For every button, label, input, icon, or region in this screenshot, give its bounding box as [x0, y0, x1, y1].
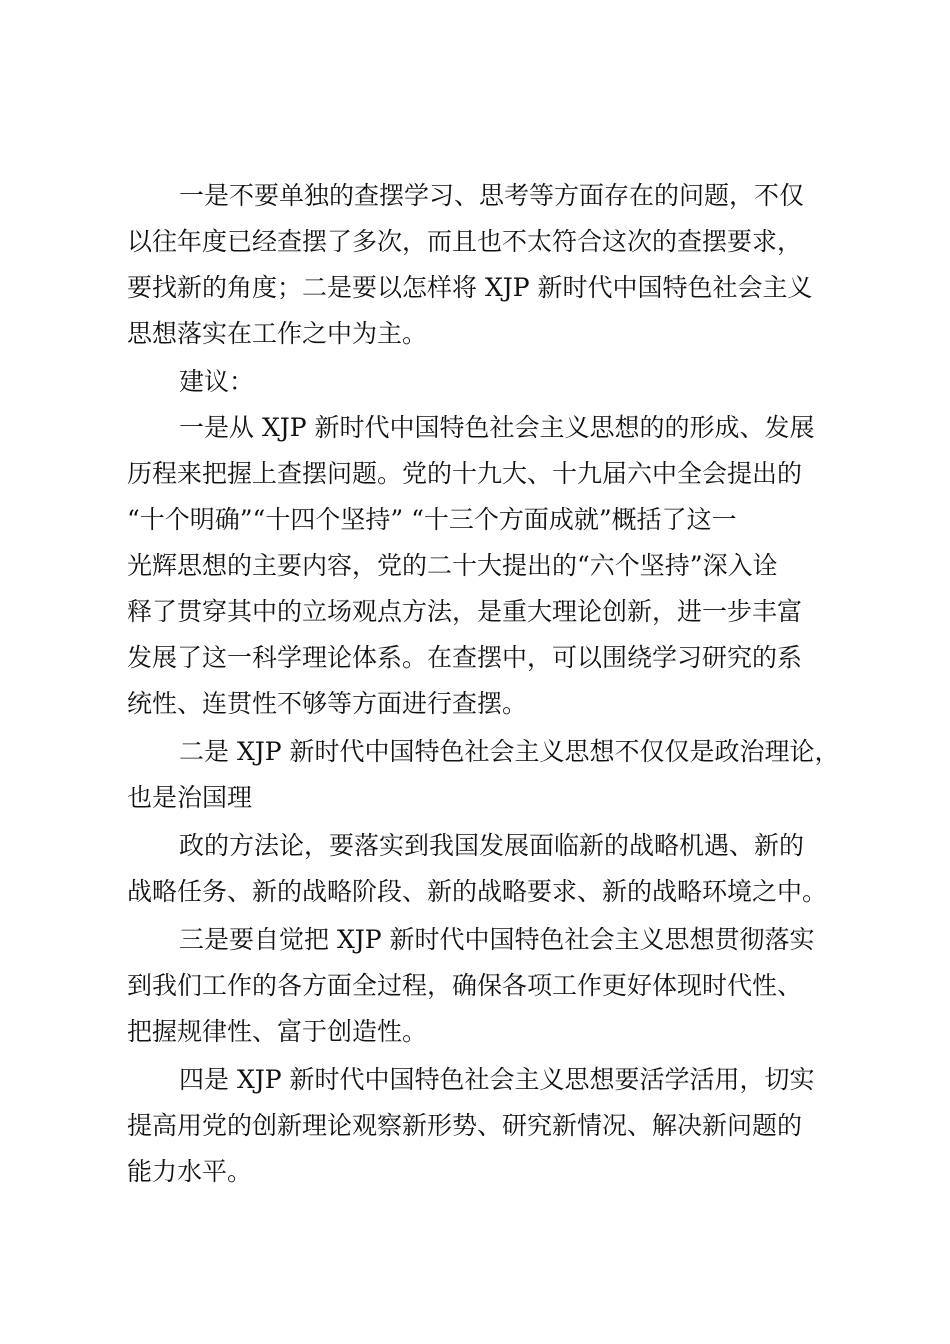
paragraph-3-line-7: 统性、连贯性不够等方面进行查摆。: [127, 689, 528, 718]
paragraph-3-line-2: 历程来把握上查摆问题。党的十九大、十九届六中全会提出的: [127, 459, 803, 488]
paragraph-1-line-4: 思想落实在工作之中为主。: [127, 319, 428, 348]
paragraph-1-line-1: 一是不要单独的查摆学习、思考等方面存在的问题，不仅: [179, 181, 805, 210]
paragraph-3-line-6: 发展了这一科学理论体系。在查摆中，可以围绕学习研究的系: [127, 643, 803, 672]
paragraph-7-line-2: 提高用党的创新理论观察新形势、研究新情况、解决新问题的: [127, 1111, 803, 1140]
suggestion-heading: 建议：: [179, 367, 255, 396]
paragraph-7-line-1: 四是 XJP 新时代中国特色社会主义思想要活学活用，切实: [179, 1065, 815, 1094]
paragraph-4-line-2: 也是治国理: [127, 783, 253, 812]
paragraph-4-line-1: 二是 XJP 新时代中国特色社会主义思想不仅仅是政治理论，: [179, 737, 840, 766]
paragraph-3-line-4: 光辉思想的主要内容，党的二十大提出的“六个坚持”深入诠: [127, 551, 778, 580]
paragraph-6-line-1: 三是要自觉把 XJP 新时代中国特色社会主义思想贯彻落实: [179, 925, 815, 954]
paragraph-3-line-1: 一是从 XJP 新时代中国特色社会主义思想的的形成、发展: [179, 413, 815, 442]
paragraph-3-line-3: “十个明确”“十四个坚持” “十三个方面成就”概括了这一: [127, 505, 737, 534]
paragraph-3-line-5: 释了贯穿其中的立场观点方法，是重大理论创新，进一步丰富: [127, 597, 803, 626]
paragraph-6-line-2: 到我们工作的各方面全过程，确保各项工作更好体现时代性、: [127, 971, 803, 1000]
paragraph-5-line-2: 战略任务、新的战略阶段、新的战略要求、新的战略环境之中。: [127, 877, 828, 906]
paragraph-6-line-3: 把握规律性、富于创造性。: [127, 1017, 428, 1046]
paragraph-1-line-3: 要找新的角度；二是要以怎样将 XJP 新时代中国特色社会主义: [127, 273, 813, 302]
paragraph-5-line-1: 政的方法论，要落实到我国发展面临新的战略机遇、新的: [179, 831, 805, 860]
paragraph-1-line-2: 以往年度已经查摆了多次，而且也不太符合这次的查摆要求，: [127, 227, 803, 256]
paragraph-7-line-3: 能力水平。: [127, 1157, 253, 1186]
